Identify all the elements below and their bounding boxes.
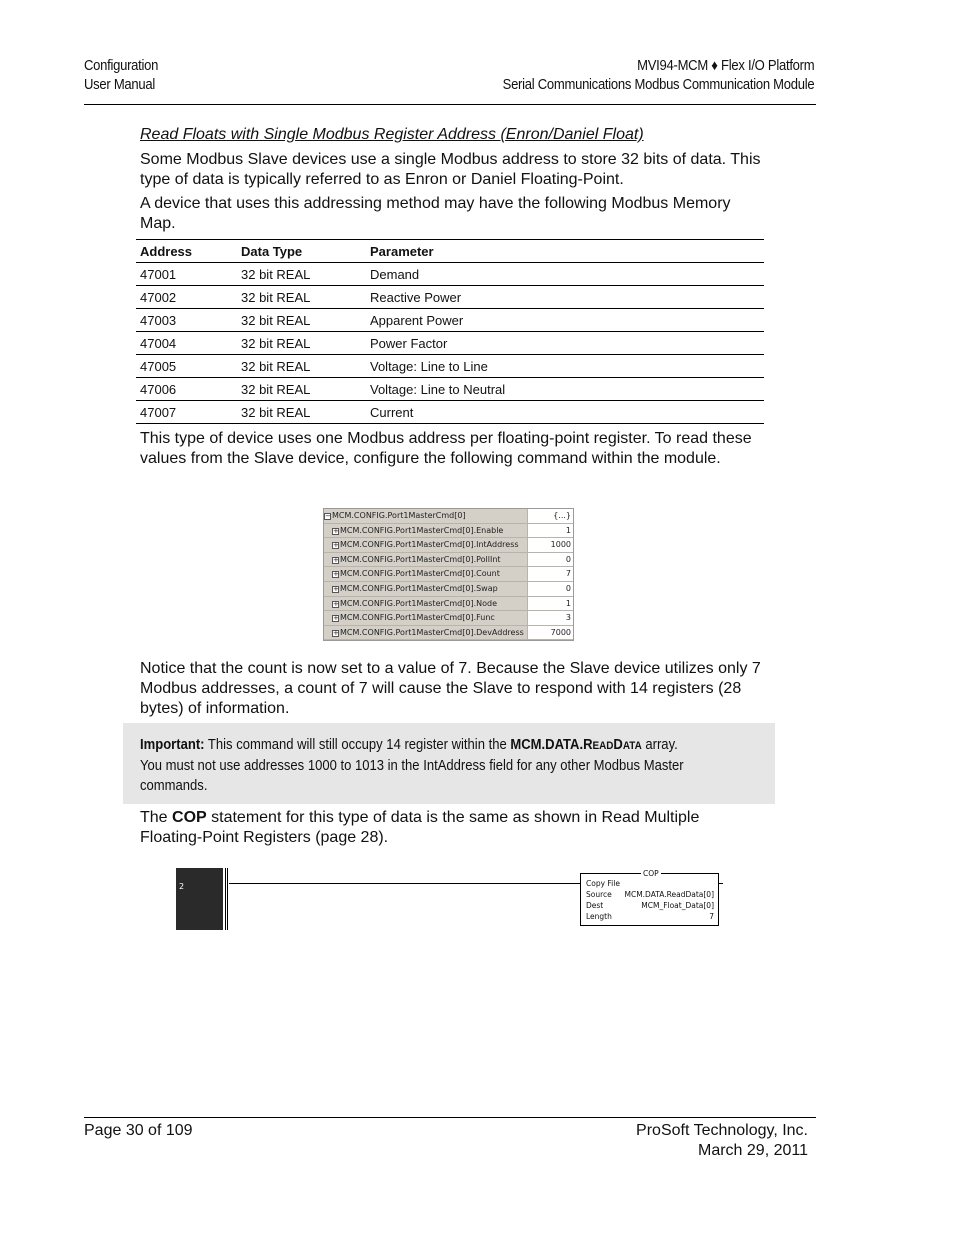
cell-address: 47002 [136,286,237,309]
expand-icon[interactable]: + [333,526,339,535]
header-product: MVI94-MCM ♦ Flex I/O Platform [636,58,814,74]
expand-icon[interactable]: + [333,599,339,608]
cop-instruction-block [580,869,719,926]
tag-name: MCM.CONFIG.Port1MasterCmd[0].PollInt [340,554,501,564]
expand-icon[interactable]: + [333,541,339,550]
tag-value[interactable]: 1 [527,597,573,611]
tag-row[interactable] [324,524,573,539]
cell-data-type: 32 bit REAL [237,378,366,401]
header-module: Serial Communications Modbus Communication Module [502,77,814,93]
expand-icon[interactable]: + [333,585,339,593]
table-row [136,332,764,355]
tag-row-parent[interactable] [324,509,573,524]
expand-icon[interactable]: + [333,570,339,579]
tag-value[interactable]: 0 [527,553,573,567]
table-row [136,263,764,286]
table-header-row [136,240,764,263]
expand-icon[interactable]: + [333,614,339,623]
tag-row[interactable] [324,611,573,626]
tag-name: MCM.CONFIG.Port1MasterCmd[0].Count [340,569,500,579]
expand-icon[interactable]: + [333,555,339,564]
memory-map-table [136,239,764,424]
cell-address: 47003 [136,309,237,332]
cop-instruction-name: COP [643,869,659,878]
header-divider [84,104,816,105]
cell-data-type: 32 bit REAL [237,355,366,378]
controller-tags-window [323,508,574,641]
cop-dest-line: Dest MCM_Float_Data[0] [586,901,714,910]
header-doc-type: User Manual [84,77,156,93]
paragraph-2: A device that uses this addressing method may have the following Modbus Memory Map. [140,195,731,232]
cop-keyword: COP [172,809,207,826]
ladder-rung [176,866,736,930]
power-rail [225,868,228,930]
cell-data-type: 32 bit REAL [237,286,366,309]
collapse-icon[interactable]: − [325,512,331,520]
rung-output-wire [719,883,723,884]
page-number: Page 30 of 109 [84,1122,193,1139]
cell-parameter: Power Factor [366,332,764,355]
section-title: Read Floats with Single Modbus Register Address (Enron/Daniel Float) [140,126,644,143]
cell-address: 47001 [136,263,237,286]
cop-title-line: Copy File [586,879,620,888]
tag-name: MCM.CONFIG.Port1MasterCmd[0].Node [340,598,497,608]
table-row [136,355,764,378]
tag-name: MCM.CONFIG.Port1MasterCmd[0].Func [340,613,495,623]
expand-icon[interactable]: + [333,628,339,637]
tag-value[interactable]: 1 [527,524,573,538]
cell-parameter: Voltage: Line to Neutral [366,378,764,401]
table-row [136,309,764,332]
tag-name: MCM.CONFIG.Port1MasterCmd[0].IntAddress [340,540,519,550]
col-header-data-type: Data Type [237,240,366,263]
tag-row[interactable] [324,582,573,597]
cell-data-type: 32 bit REAL [237,401,366,424]
rung-number-box [176,868,223,930]
tag-name: MCM.CONFIG.Port1MasterCmd[0].Enable [340,525,504,535]
cop-source-line: Source MCM.DATA.ReadData[0] [586,890,714,899]
tag-row[interactable] [324,597,573,612]
cell-address: 47005 [136,355,237,378]
important-label: Important: [140,737,205,753]
col-header-address: Address [136,240,237,263]
company-name: ProSoft Technology, Inc. [636,1122,808,1139]
header-left [84,57,158,95]
cell-parameter: Current [366,401,764,424]
header-right [502,57,814,95]
cell-parameter: Reactive Power [366,286,764,309]
table-row [136,401,764,424]
paragraph-3: This type of device uses one Modbus address per floating-point register. To read these values from the Slave device, configure the following command within the module. [140,430,752,467]
paragraph-5: The COP statement for this type of data is the same as shown in Read Multiple Floating-Point Registers (page 28). [140,809,700,846]
col-header-parameter: Parameter [366,240,764,263]
cell-data-type: 32 bit REAL [237,332,366,355]
paragraph-4: Notice that the count is now set to a value of 7. Because the Slave device utilizes only 7 Modbus addresses, a count of 7 will cause the Slave to respond with 14 registers (28 bytes) of information. [140,660,761,717]
rung-wire [229,883,581,884]
tag-value[interactable]: {...} [527,509,573,523]
tag-name: MCM.CONFIG.Port1MasterCmd[0].DevAddress [340,627,524,637]
tag-value[interactable]: 1000 [527,538,573,552]
tag-value[interactable]: 7000 [527,626,573,640]
tag-row[interactable] [324,553,573,568]
cell-data-type: 32 bit REAL [237,263,366,286]
important-note [123,723,775,804]
publish-date: March 29, 2011 [698,1142,808,1159]
cell-address: 47007 [136,401,237,424]
cell-address: 47004 [136,332,237,355]
tag-row[interactable] [324,626,573,641]
important-note-text: Important: This command will still occupy 14 register within the MCM.DATA.READDATA array. You must not use addresses 1000 to 1013 in the IntAddress field for any other Modbus Master commands. [140,737,684,794]
cell-parameter: Voltage: Line to Line [366,355,764,378]
tag-name: MCM.CONFIG.Port1MasterCmd[0].Swap [340,584,498,593]
cell-data-type: 32 bit REAL [237,309,366,332]
tag-row[interactable] [324,538,573,553]
rung-number: 2 [179,882,185,891]
table-row [136,286,764,309]
cop-length-line: Length 7 [586,912,714,921]
tag-value[interactable]: 7 [527,567,573,581]
tag-value[interactable]: 0 [527,582,573,596]
cell-parameter: Apparent Power [366,309,764,332]
tag-value[interactable]: 3 [527,611,573,625]
header-section: Configuration [84,58,159,74]
cell-address: 47006 [136,378,237,401]
paragraph-1: Some Modbus Slave devices use a single Modbus address to store 32 bits of data. This type of data is typically referred to as Enron or Daniel Floating-Point. [140,151,761,188]
tag-row[interactable] [324,567,573,582]
readdata-tag: MCM.DATA.READDATA [510,737,642,753]
footer-right [636,1121,808,1161]
cell-parameter: Demand [366,263,764,286]
footer-divider [84,1117,816,1118]
table-row [136,378,764,401]
tag-name: MCM.CONFIG.Port1MasterCmd[0] [332,511,466,520]
